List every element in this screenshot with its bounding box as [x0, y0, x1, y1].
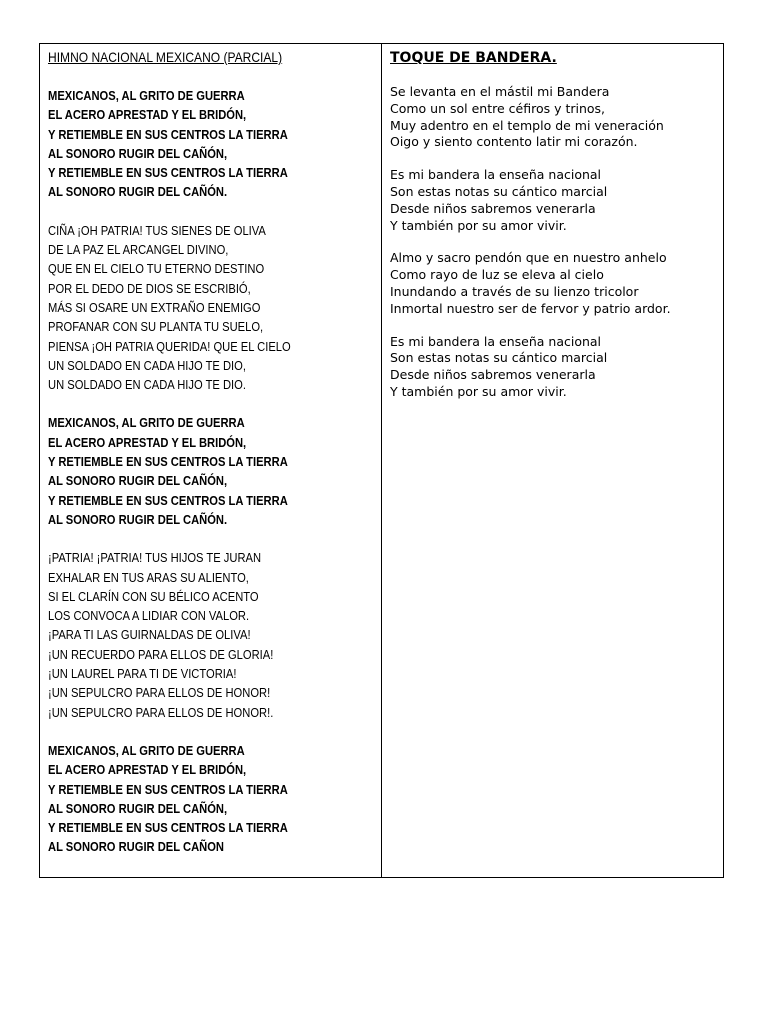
anthem-content: [48, 48, 383, 857]
lyric-line: PIENSA ¡OH PATRIA QUERIDA! QUE EL CIELO: [48, 338, 291, 354]
lyric-line: MEXICANOS, AL GRITO DE GUERRA: [48, 88, 245, 103]
lyric-line: EL ACERO APRESTAD Y EL BRIDÓN,: [48, 434, 247, 450]
lyric-line: Como un sol entre céfiros y trinos,: [390, 100, 606, 116]
lyric-line: Y RETIEMBLE EN SUS CENTROS LA TIERRA: [48, 492, 288, 508]
verse-stanza: [48, 221, 383, 395]
anthem-column: [40, 44, 382, 877]
verse-stanza: [48, 548, 383, 722]
flag-stanza: [390, 250, 723, 317]
lyrics-table: [39, 43, 724, 878]
lyric-line: CIÑA ¡OH PATRIA! TUS SIENES DE OLIVA: [48, 222, 266, 238]
lyric-line: Son estas notas su cántico marcial: [390, 350, 608, 366]
lyric-line: ¡UN SEPULCRO PARA ELLOS DE HONOR!: [48, 685, 271, 701]
lyric-line: ¡UN SEPULCRO PARA ELLOS DE HONOR!.: [48, 704, 274, 720]
lyric-line: ¡PATRIA! ¡PATRIA! TUS HIJOS TE JURAN: [48, 550, 262, 566]
lyric-line: ¡UN RECUERDO PARA ELLOS DE GLORIA!: [48, 646, 274, 662]
lyric-line: Y RETIEMBLE EN SUS CENTROS LA TIERRA: [48, 165, 288, 181]
lyric-line: AL SONORO RUGIR DEL CAÑÓN.: [48, 511, 228, 527]
lyric-line: EXHALAR EN TUS ARAS SU ALIENTO,: [48, 569, 249, 585]
lyric-line: QUE EN EL CIELO TU ETERNO DESTINO: [48, 261, 265, 277]
lyric-line: MÁS SI OSARE UN EXTRAÑO ENEMIGO: [48, 299, 261, 315]
flag-stanza: [390, 167, 723, 234]
lyric-line: EL ACERO APRESTAD Y EL BRIDÓN,: [48, 107, 247, 123]
lyric-line: MEXICANOS, AL GRITO DE GUERRA: [48, 742, 245, 758]
lyric-line: Y RETIEMBLE EN SUS CENTROS LA TIERRA: [48, 126, 288, 142]
flag-salute-column: [382, 44, 723, 877]
lyric-line: EL ACERO APRESTAD Y EL BRIDÓN,: [48, 762, 247, 778]
lyric-line: Y también por su amor vivir.: [390, 217, 567, 233]
lyric-line: AL SONORO RUGIR DEL CAÑON: [48, 839, 225, 855]
flag-stanza: [390, 334, 723, 401]
lyric-line: UN SOLDADO EN CADA HIJO TE DIO.: [48, 377, 246, 393]
lyric-line: Son estas notas su cántico marcial: [390, 183, 608, 199]
lyric-line: Muy adentro en el templo de mi veneración: [390, 117, 664, 133]
lyric-line: Y también por su amor vivir.: [390, 383, 567, 399]
lyric-line: AL SONORO RUGIR DEL CAÑÓN.: [48, 184, 228, 200]
lyric-line: Y RETIEMBLE EN SUS CENTROS LA TIERRA: [48, 820, 288, 836]
lyric-line: Y RETIEMBLE EN SUS CENTROS LA TIERRA: [48, 781, 288, 797]
chorus-stanza: [48, 413, 383, 529]
lyric-line: MEXICANOS, AL GRITO DE GUERRA: [48, 415, 245, 431]
lyric-line: Es mi bandera la enseña nacional: [390, 167, 602, 183]
lyric-line: AL SONORO RUGIR DEL CAÑÓN,: [48, 473, 228, 489]
flag-stanza: [390, 84, 723, 151]
lyric-line: Y RETIEMBLE EN SUS CENTROS LA TIERRA: [48, 454, 288, 470]
lyric-line: Almo y sacro pendón que en nuestro anhelo: [390, 250, 667, 266]
anthem-title: HIMNO NACIONAL MEXICANO (PARCIAL): [48, 49, 283, 65]
chorus-stanza: [48, 86, 383, 202]
chorus-stanza: [48, 741, 383, 857]
lyric-line: ¡PARA TI LAS GUIRNALDAS DE OLIVA!: [48, 627, 251, 643]
lyric-line: Desde niños sabremos venerarla: [390, 367, 596, 383]
lyric-line: AL SONORO RUGIR DEL CAÑÓN,: [48, 145, 228, 161]
lyric-line: Inmortal nuestro ser de fervor y patrio ardor.: [390, 300, 671, 316]
lyric-line: ¡UN LAUREL PARA TI DE VICTORIA!: [48, 666, 237, 682]
lyric-line: Se levanta en el mástil mi Bandera: [390, 84, 610, 99]
lyric-line: Desde niños sabremos venerarla: [390, 200, 596, 216]
lyric-line: POR EL DEDO DE DIOS SE ESCRIBIÓ,: [48, 280, 251, 296]
lyric-line: Como rayo de luz se eleva al cielo: [390, 267, 604, 283]
lyric-line: SI EL CLARÍN CON SU BÉLICO ACENTO: [48, 588, 259, 604]
lyric-line: Inundando a través de su lienzo tricolor: [390, 283, 639, 299]
lyric-line: AL SONORO RUGIR DEL CAÑÓN,: [48, 800, 228, 816]
lyric-line: DE LA PAZ EL ARCANGEL DIVINO,: [48, 242, 229, 258]
flag-salute-title: TOQUE DE BANDERA.: [390, 50, 557, 66]
lyric-line: LOS CONVOCA A LIDIAR CON VALOR.: [48, 608, 250, 624]
lyric-line: UN SOLDADO EN CADA HIJO TE DIO,: [48, 357, 246, 373]
lyric-line: PROFANAR CON SU PLANTA TU SUELO,: [48, 319, 264, 335]
lyric-line: Es mi bandera la enseña nacional: [390, 333, 602, 349]
lyric-line: Oigo y siento contento latir mi corazón.: [390, 134, 638, 150]
